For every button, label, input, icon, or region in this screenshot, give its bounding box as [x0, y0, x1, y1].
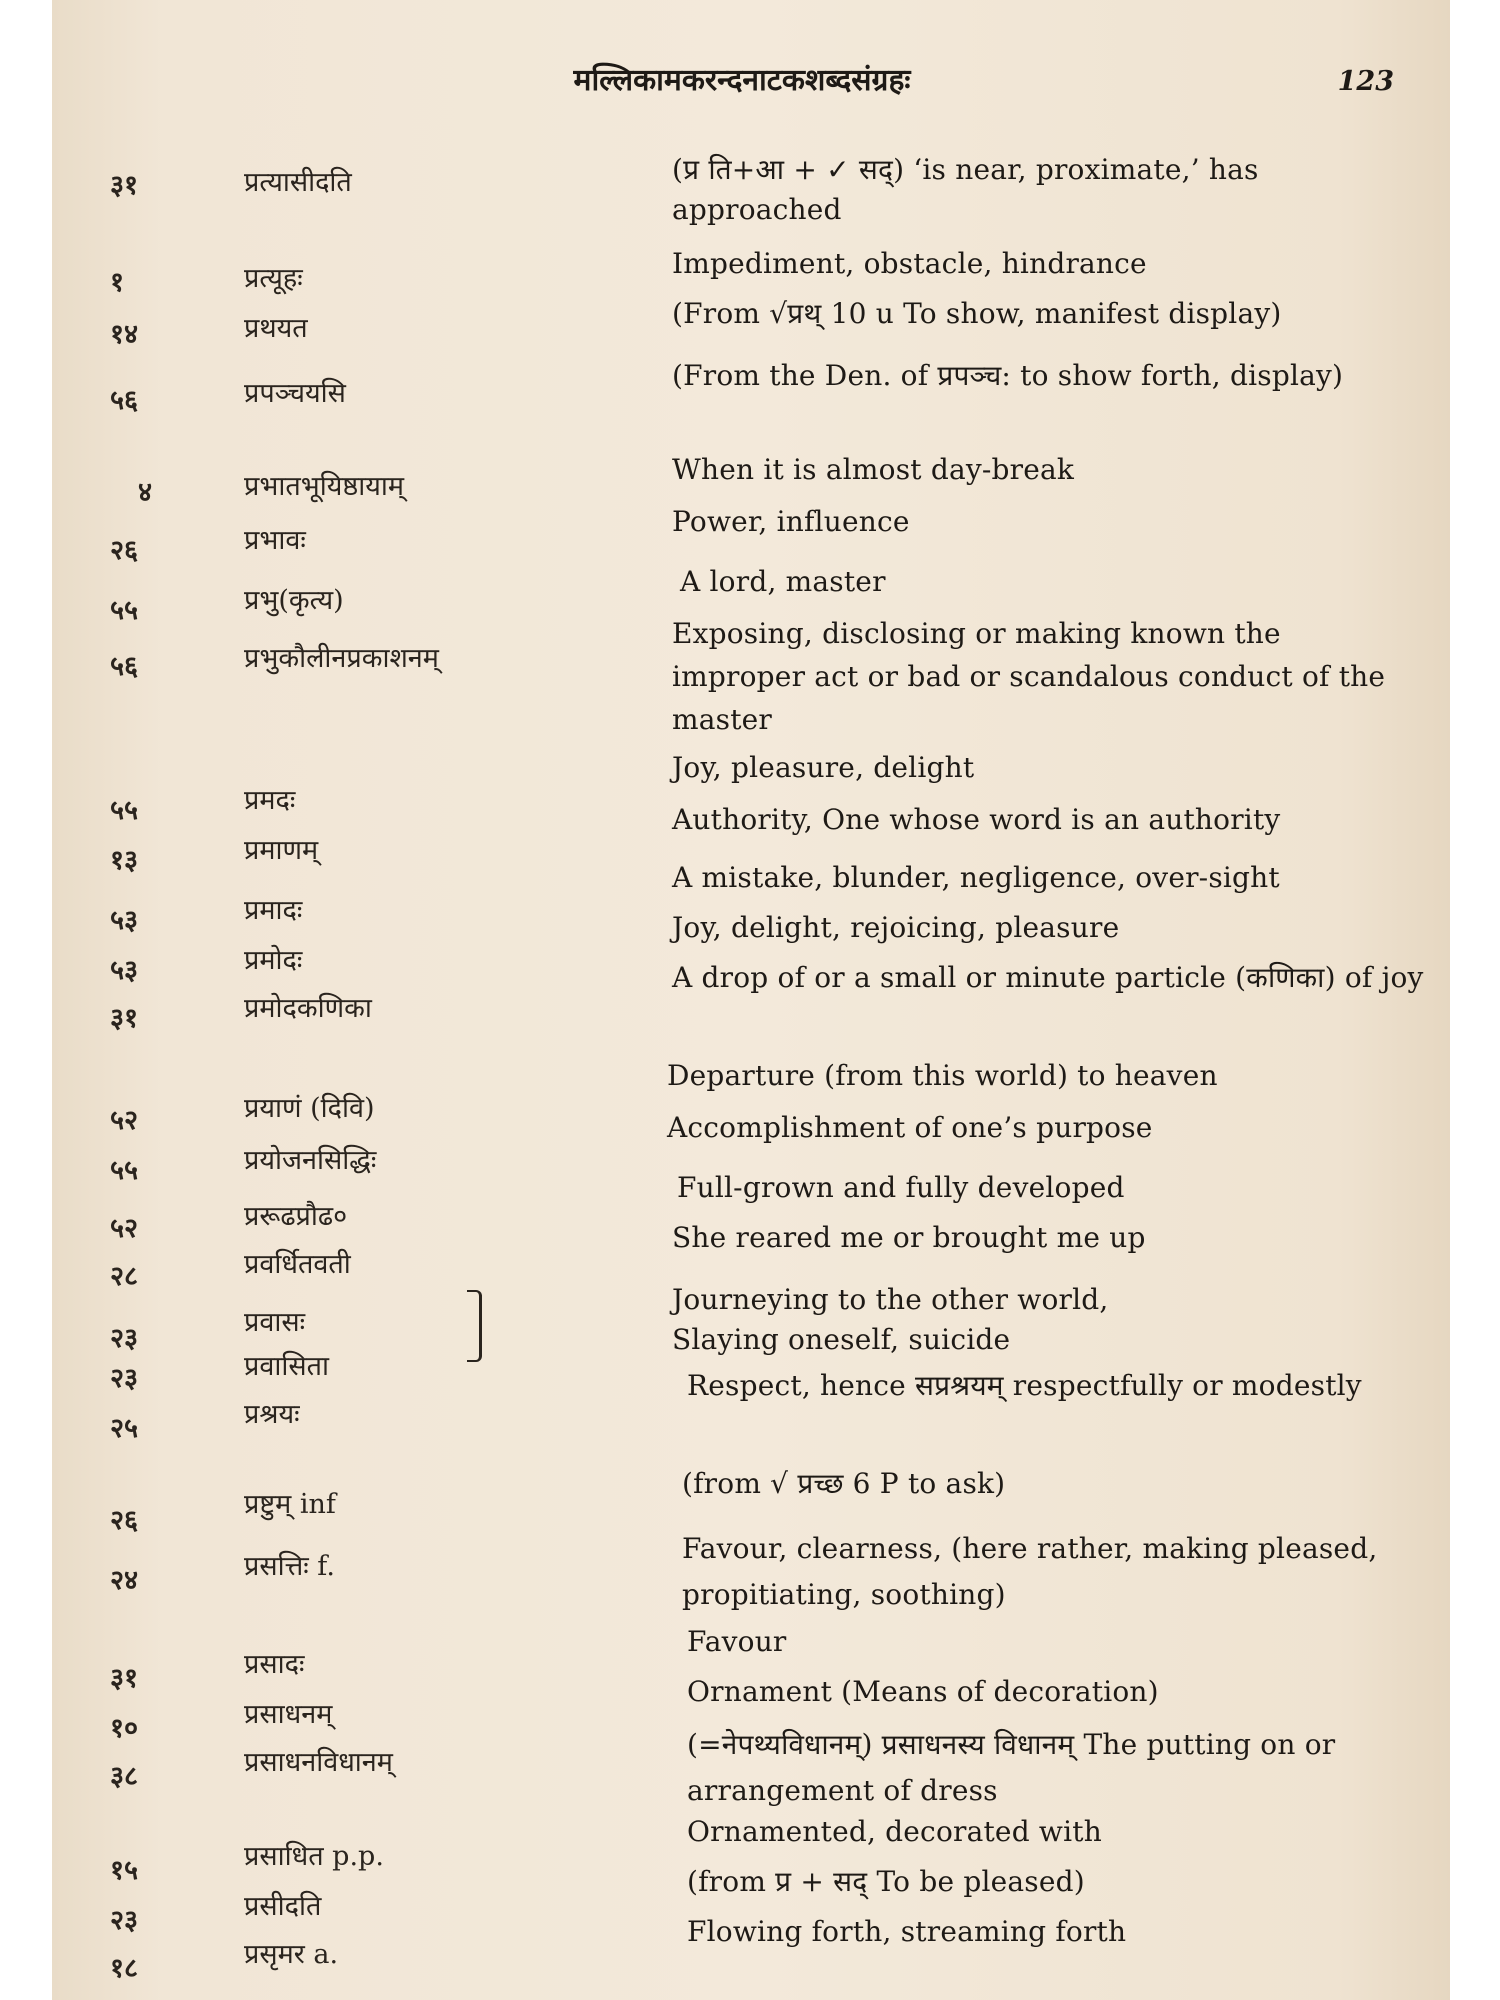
entry-definition: Respect, hence सप्रश्रयम् respectfully or modestly: [687, 1369, 1362, 1402]
entry-headword: प्रभातभूयिष्ठायाम्: [244, 471, 405, 502]
entry-headword: प्ररूढप्रौढ०: [244, 1201, 348, 1232]
entry-number: १: [110, 267, 125, 298]
entry-headword: प्रवासः: [244, 1307, 306, 1338]
entry-definition: Joy, delight, rejoicing, pleasure: [672, 911, 1120, 944]
entry-number: २६: [110, 1505, 139, 1536]
entry-headword: प्रवासिता: [244, 1351, 329, 1382]
entry-definition: Departure (from this world) to heaven: [667, 1059, 1218, 1092]
entry-headword: प्रश्रयः: [244, 1399, 300, 1430]
entry-definition: Exposing, disclosing or making known the improper act or bad or scandalous conduct of the master: [672, 617, 1386, 736]
entry-number: ४: [138, 477, 153, 508]
entry-number: ५५: [110, 795, 139, 826]
entry-headword: प्रथयत: [244, 313, 308, 344]
entry-number: ५३: [110, 955, 139, 986]
entry-headword: प्रसीदति: [244, 1891, 322, 1922]
entry-definition: She reared me or brought me up: [672, 1221, 1146, 1254]
entry-number: २६: [110, 535, 139, 566]
book-page: [52, 0, 1450, 2000]
entry-headword: प्रसादः: [244, 1649, 305, 1680]
entry-headword: प्रसृमर a.: [244, 1939, 339, 1970]
entry-definition: Ornament (Means of decoration): [687, 1675, 1159, 1708]
entry-definition: (From √प्रथ् 10 u To show, manifest display): [672, 297, 1282, 330]
entry-headword: प्रसत्तिः f.: [244, 1551, 335, 1582]
entry-number: ३८: [110, 1761, 139, 1792]
entry-number: २३: [110, 1323, 139, 1354]
page-title: मल्लिकामकरन्दनाटकशब्दसंग्रहः: [573, 63, 911, 98]
entry-headword: प्रष्टुम् inf: [244, 1489, 336, 1520]
entry-definition: (=नेपथ्यविधानम्) प्रसाधनस्य विधानम् The putting on or arrangement of dress: [687, 1728, 1336, 1807]
entry-number: २४: [110, 1565, 139, 1596]
entry-headword: प्रमोदः: [244, 945, 303, 976]
entry-definition: A drop of or a small or minute particle (कणिका) of joy: [672, 961, 1424, 994]
entry-headword: प्रमादः: [244, 895, 303, 926]
entry-number: १४: [110, 319, 139, 350]
entry-headword: प्रभु(कृत्य): [244, 585, 344, 616]
entry-definition: (From the Den. of प्रपञ्च: to show forth, display): [672, 359, 1344, 392]
entry-definition: Flowing forth, streaming forth: [687, 1915, 1127, 1948]
entry-number: २३: [110, 1363, 139, 1394]
entry-definition: Power, influence: [672, 505, 910, 538]
entry-headword: प्रभावः: [244, 525, 306, 556]
entry-headword: प्रसाधित p.p.: [244, 1841, 384, 1872]
entry-number: ५६: [110, 385, 139, 416]
entry-definition: Favour, clearness, (here rather, making pleased, propitiating, soothing): [682, 1532, 1378, 1611]
entry-definition: (प्र ति+आ + ✓ सद्) ‘is near, proximate,’ has approached: [672, 153, 1259, 226]
entry-number: ५५: [110, 1155, 139, 1186]
page-number: 123: [1337, 66, 1394, 97]
entry-headword: प्रसाधनविधानम्: [244, 1747, 393, 1778]
entry-headword: प्रसाधनम्: [244, 1699, 333, 1730]
entry-definition: When it is almost day-break: [672, 453, 1075, 486]
entry-definition: Authority, One whose word is an authority: [672, 803, 1281, 836]
entry-headword: प्रभुकौलीनप्रकाशनम्: [244, 643, 439, 674]
entry-definition: Accomplishment of one’s purpose: [667, 1111, 1153, 1144]
entry-number: १०: [110, 1713, 139, 1744]
entry-number: ५५: [110, 595, 139, 626]
entry-number: ५२: [110, 1213, 139, 1244]
entry-definition: A mistake, blunder, negligence, over-sight: [672, 861, 1280, 894]
entry-number: १८: [110, 1953, 139, 1984]
entry-definition: Joy, pleasure, delight: [672, 751, 975, 784]
entry-definition: Ornamented, decorated with: [687, 1815, 1102, 1848]
entry-headword: प्रवर्धितवती: [244, 1249, 351, 1280]
entry-headword: प्रयोजनसिद्धिः: [244, 1145, 377, 1176]
entry-headword: प्रमोदकणिका: [244, 993, 372, 1024]
entry-number: १३: [110, 845, 139, 876]
entry-headword: प्रमाणम्: [244, 835, 319, 866]
entry-headword: प्रपञ्चयसि: [244, 378, 346, 409]
entry-number: ३१: [110, 170, 139, 201]
entry-headword: प्रत्यूहः: [244, 263, 303, 294]
entry-definition: (from √ प्रच्छ 6 P to ask): [682, 1467, 1006, 1500]
entry-headword: प्रमदः: [244, 785, 296, 816]
entry-number: ३१: [110, 1003, 139, 1034]
entry-definition: A lord, master: [680, 565, 886, 598]
entry-number: १५: [110, 1855, 139, 1886]
grouping-bracket: [467, 1290, 482, 1362]
entry-number: २३: [110, 1905, 139, 1936]
entry-number: २८: [110, 1261, 139, 1292]
entry-definition: Full-grown and fully developed: [677, 1171, 1125, 1204]
entry-headword: प्रत्यासीदति: [244, 167, 352, 198]
entry-number: ३१: [110, 1663, 139, 1694]
entry-definition: (from प्र + सद् To be pleased): [687, 1865, 1085, 1898]
entry-definition: Impediment, obstacle, hindrance: [672, 247, 1147, 280]
entry-number: ५२: [110, 1105, 139, 1136]
entry-definition: Slaying oneself, suicide: [672, 1323, 1011, 1356]
entry-definition: Favour: [687, 1625, 787, 1658]
entry-headword: प्रयाणं (दिवि): [244, 1093, 375, 1124]
entry-number: ५६: [110, 651, 139, 682]
entry-number: २५: [110, 1413, 139, 1444]
entry-number: ५३: [110, 905, 139, 936]
entry-definition: Journeying to the other world,: [672, 1283, 1109, 1316]
